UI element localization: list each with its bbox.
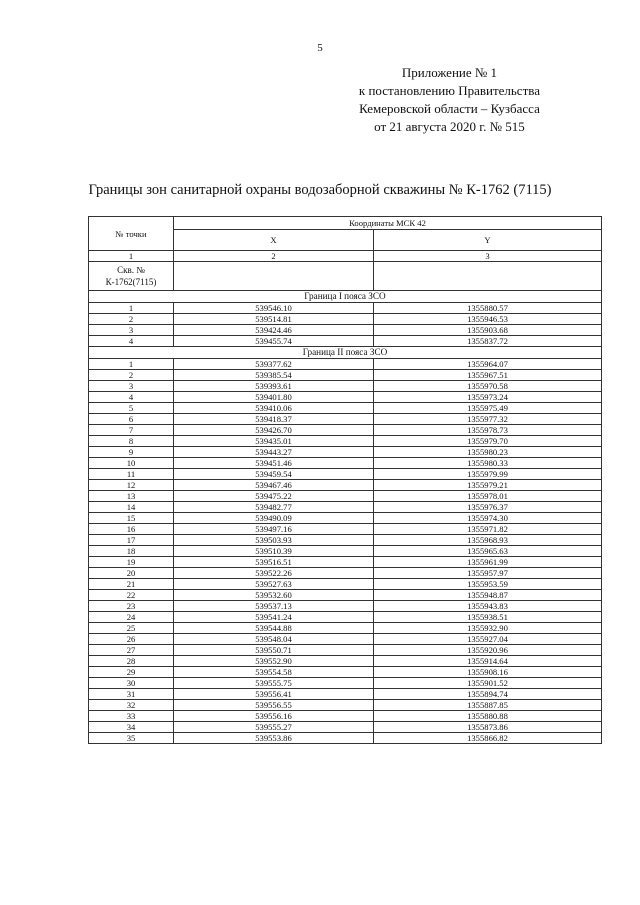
point-number: 27: [89, 645, 174, 656]
table-row: [89, 590, 602, 601]
x-coordinate: 539467.46: [174, 480, 374, 491]
point-number: 2: [89, 370, 174, 381]
table-row: [89, 546, 602, 557]
x-coordinate: 539546.10: [174, 303, 374, 314]
x-coordinate: 539426.70: [174, 425, 374, 436]
table-row: [89, 535, 602, 546]
y-coordinate: 1355880.57: [374, 303, 602, 314]
point-number: 17: [89, 535, 174, 546]
y-coordinate: 1355975.49: [374, 403, 602, 414]
x-coordinate: 539522.26: [174, 568, 374, 579]
point-number: 35: [89, 733, 174, 744]
y-coordinate: 1355946.53: [374, 314, 602, 325]
y-coordinate: 1355968.93: [374, 535, 602, 546]
y-coordinate: 1355866.82: [374, 733, 602, 744]
y-coordinate: 1355979.70: [374, 436, 602, 447]
table-row: [89, 678, 602, 689]
zone-1-header: [89, 291, 602, 303]
table-row: [89, 689, 602, 700]
y-coordinate: 1355970.58: [374, 381, 602, 392]
point-number: 33: [89, 711, 174, 722]
table-row: [89, 491, 602, 502]
y-coordinate: 1355976.37: [374, 502, 602, 513]
table-row: [89, 502, 602, 513]
x-coordinate: 539556.55: [174, 700, 374, 711]
column-header-point: № точки: [89, 217, 174, 251]
y-coordinate: 1355980.23: [374, 447, 602, 458]
y-coordinate: 1355978.73: [374, 425, 602, 436]
table-row: [89, 359, 602, 370]
table-row: [89, 623, 602, 634]
table-row: [89, 557, 602, 568]
y-coordinate: 1355980.33: [374, 458, 602, 469]
point-number: 6: [89, 414, 174, 425]
x-coordinate: 539418.37: [174, 414, 374, 425]
document-title: Границы зон санитарной охраны водозаборной скважины № К-1762 (7115): [88, 182, 552, 198]
y-coordinate: 1355953.59: [374, 579, 602, 590]
x-coordinate: 539455.74: [174, 336, 374, 347]
point-number: 34: [89, 722, 174, 733]
point-number: 4: [89, 392, 174, 403]
point-number: 24: [89, 612, 174, 623]
x-coordinate: 539475.22: [174, 491, 374, 502]
x-coordinate: 539527.63: [174, 579, 374, 590]
point-number: 9: [89, 447, 174, 458]
table-row: [89, 700, 602, 711]
appendix-line-4: от 21 августа 2020 г. № 515: [374, 119, 525, 134]
y-coordinate: 1355943.83: [374, 601, 602, 612]
point-number: 20: [89, 568, 174, 579]
column-header-y: Y: [374, 230, 602, 251]
y-coordinate: 1355932.90: [374, 623, 602, 634]
x-coordinate: 539503.93: [174, 535, 374, 546]
x-coordinate: 539482.77: [174, 502, 374, 513]
y-coordinate: 1355957.97: [374, 568, 602, 579]
y-coordinate: 1355979.99: [374, 469, 602, 480]
y-coordinate: 1355908.16: [374, 667, 602, 678]
x-coordinate: 539555.27: [174, 722, 374, 733]
coordinates-table: [88, 216, 602, 744]
x-coordinate: 539532.60: [174, 590, 374, 601]
point-number: 3: [89, 381, 174, 392]
point-number: 11: [89, 469, 174, 480]
y-coordinate: 1355887.85: [374, 700, 602, 711]
column-header-x: X: [174, 230, 374, 251]
x-coordinate: 539424.46: [174, 325, 374, 336]
point-number: 16: [89, 524, 174, 535]
zone-2-label: Граница II пояса ЗСО: [89, 347, 602, 359]
table-row: [89, 568, 602, 579]
y-coordinate: 1355973.24: [374, 392, 602, 403]
y-coordinate: 1355967.51: [374, 370, 602, 381]
point-number: 29: [89, 667, 174, 678]
point-number: 28: [89, 656, 174, 667]
y-coordinate: 1355920.96: [374, 645, 602, 656]
y-coordinate: 1355880.88: [374, 711, 602, 722]
table-row: [89, 524, 602, 535]
y-coordinate: 1355914.64: [374, 656, 602, 667]
y-coordinate: 1355961.99: [374, 557, 602, 568]
table-row: [89, 458, 602, 469]
x-coordinate: 539537.13: [174, 601, 374, 612]
table-row: [89, 711, 602, 722]
x-coordinate: 539541.24: [174, 612, 374, 623]
table-row: [89, 370, 602, 381]
x-coordinate: 539459.54: [174, 469, 374, 480]
x-coordinate: 539550.71: [174, 645, 374, 656]
y-coordinate: 1355894.74: [374, 689, 602, 700]
table-row: [89, 392, 602, 403]
y-coordinate: 1355873.86: [374, 722, 602, 733]
point-number: 21: [89, 579, 174, 590]
y-coordinate: 1355837.72: [374, 336, 602, 347]
x-coordinate: 539555.75: [174, 678, 374, 689]
zone-2-header: [89, 347, 602, 359]
point-number: 1: [89, 303, 174, 314]
point-number: 25: [89, 623, 174, 634]
table-row: [89, 612, 602, 623]
y-coordinate: 1355903.68: [374, 325, 602, 336]
table-row: [89, 425, 602, 436]
table-row: [89, 414, 602, 425]
x-coordinate: 539497.16: [174, 524, 374, 535]
x-coordinate: 539514.81: [174, 314, 374, 325]
x-coordinate: 539401.80: [174, 392, 374, 403]
point-number: 19: [89, 557, 174, 568]
appendix-line-1: Приложение № 1: [401, 65, 498, 80]
column-number-1: 1: [89, 251, 174, 262]
point-number: 32: [89, 700, 174, 711]
table-row: [89, 325, 602, 336]
table-row: [89, 645, 602, 656]
column-number-3: 3: [374, 251, 602, 262]
point-number: 8: [89, 436, 174, 447]
y-coordinate: 1355927.04: [374, 634, 602, 645]
point-number: 15: [89, 513, 174, 524]
point-number: 7: [89, 425, 174, 436]
appendix-line-2: к постановлению Правительства: [358, 83, 540, 98]
table-row: [89, 436, 602, 447]
point-number: 31: [89, 689, 174, 700]
well-y-empty: [374, 262, 602, 291]
x-coordinate: 539544.88: [174, 623, 374, 634]
y-coordinate: 1355977.32: [374, 414, 602, 425]
table-row: [89, 656, 602, 667]
table-row: [89, 447, 602, 458]
x-coordinate: 539556.16: [174, 711, 374, 722]
x-coordinate: 539548.04: [174, 634, 374, 645]
table-row: [89, 314, 602, 325]
x-coordinate: 539490.09: [174, 513, 374, 524]
table-row: [89, 303, 602, 314]
point-number: 30: [89, 678, 174, 689]
table-row: [89, 469, 602, 480]
appendix-header: [359, 64, 540, 136]
point-number: 26: [89, 634, 174, 645]
x-coordinate: 539410.06: [174, 403, 374, 414]
y-coordinate: 1355948.87: [374, 590, 602, 601]
x-coordinate: 539435.01: [174, 436, 374, 447]
table-row: [89, 722, 602, 733]
table-row: [89, 381, 602, 392]
point-number: 22: [89, 590, 174, 601]
table-row: [89, 579, 602, 590]
point-number: 18: [89, 546, 174, 557]
column-header-coords: Координаты МСК 42: [174, 217, 602, 230]
y-coordinate: 1355974.30: [374, 513, 602, 524]
x-coordinate: 539552.90: [174, 656, 374, 667]
x-coordinate: 539393.61: [174, 381, 374, 392]
zone-1-label: Граница I пояса ЗСО: [89, 291, 602, 303]
x-coordinate: 539553.86: [174, 733, 374, 744]
x-coordinate: 539377.62: [174, 359, 374, 370]
point-number: 23: [89, 601, 174, 612]
table-row: [89, 733, 602, 744]
point-number: 12: [89, 480, 174, 491]
y-coordinate: 1355979.21: [374, 480, 602, 491]
appendix-line-3: Кемеровской области – Кузбасса: [359, 101, 540, 116]
y-coordinate: 1355971.82: [374, 524, 602, 535]
column-number-2: 2: [174, 251, 374, 262]
x-coordinate: 539443.27: [174, 447, 374, 458]
x-coordinate: 539385.54: [174, 370, 374, 381]
point-number: 1: [89, 359, 174, 370]
point-number: 14: [89, 502, 174, 513]
x-coordinate: 539451.46: [174, 458, 374, 469]
table-row: [89, 336, 602, 347]
point-number: 13: [89, 491, 174, 502]
table-row: [89, 480, 602, 491]
y-coordinate: 1355901.52: [374, 678, 602, 689]
point-number: 5: [89, 403, 174, 414]
point-number: 3: [89, 325, 174, 336]
table-row: [89, 634, 602, 645]
well-x-empty: [174, 262, 374, 291]
y-coordinate: 1355965.63: [374, 546, 602, 557]
x-coordinate: 539556.41: [174, 689, 374, 700]
table-row: [89, 513, 602, 524]
x-coordinate: 539516.51: [174, 557, 374, 568]
table-row: [89, 667, 602, 678]
y-coordinate: 1355938.51: [374, 612, 602, 623]
point-number: 4: [89, 336, 174, 347]
well-label: Скв. № К-1762(7115): [89, 262, 174, 291]
x-coordinate: 539510.39: [174, 546, 374, 557]
page-number: 5: [317, 42, 323, 54]
point-number: 2: [89, 314, 174, 325]
table-row: [89, 601, 602, 612]
table-row: [89, 403, 602, 414]
point-number: 10: [89, 458, 174, 469]
x-coordinate: 539554.58: [174, 667, 374, 678]
y-coordinate: 1355964.07: [374, 359, 602, 370]
y-coordinate: 1355978.01: [374, 491, 602, 502]
